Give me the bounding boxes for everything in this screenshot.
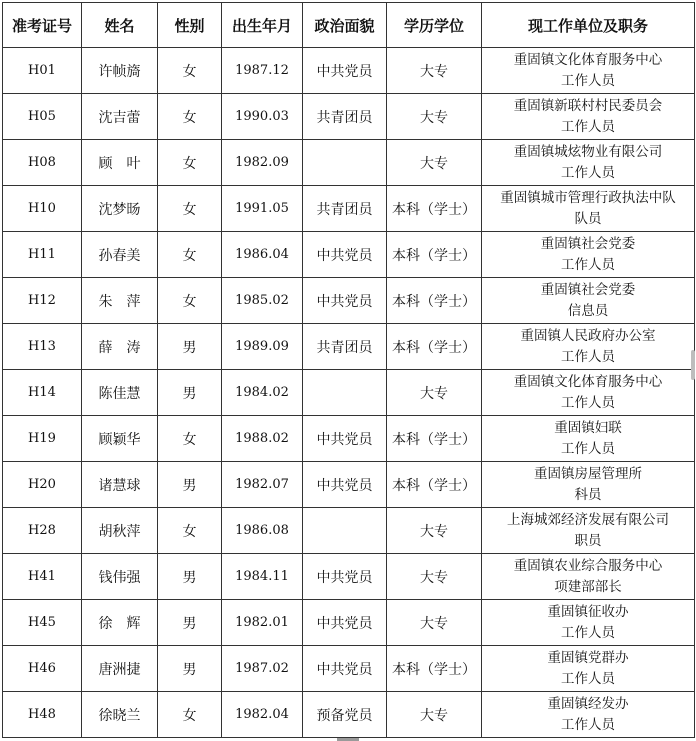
cell-political <box>303 508 387 554</box>
work-position: 科员 <box>574 486 602 503</box>
work-position: 工作人员 <box>561 394 615 411</box>
cell-political: 共青团员 <box>303 186 387 232</box>
cell-political: 中共党员 <box>303 278 387 324</box>
scrollbar-thumb[interactable] <box>691 350 695 380</box>
work-position: 工作人员 <box>561 72 615 89</box>
cell-education: 本科（学士） <box>387 232 482 278</box>
work-position: 工作人员 <box>561 256 615 273</box>
cell-work <box>482 554 695 600</box>
cell-birth: 1988.02 <box>222 416 303 462</box>
cell-exam-no: H13 <box>3 324 82 370</box>
work-unit: 重固镇党群办 <box>547 649 629 666</box>
header-birth: 出生年月 <box>222 3 303 48</box>
cell-political: 共青团员 <box>303 94 387 140</box>
work-position: 项建部部长 <box>554 578 622 595</box>
header-exam-no: 准考证号 <box>3 3 82 48</box>
cell-gender: 女 <box>158 140 222 186</box>
work-unit: 重固镇人民政府办公室 <box>520 327 656 344</box>
cell-exam-no: H20 <box>3 462 82 508</box>
cell-gender: 女 <box>158 692 222 738</box>
cell-political: 中共党员 <box>303 48 387 94</box>
cell-name: 顾 叶 <box>82 140 158 186</box>
cell-gender: 男 <box>158 554 222 600</box>
cell-education: 大专 <box>387 48 482 94</box>
table-row <box>3 370 695 416</box>
cell-exam-no: H48 <box>3 692 82 738</box>
cell-birth: 1986.08 <box>222 508 303 554</box>
work-position: 工作人员 <box>561 348 615 365</box>
cell-education: 本科（学士） <box>387 646 482 692</box>
cell-exam-no: H19 <box>3 416 82 462</box>
cell-name: 顾颖华 <box>82 416 158 462</box>
work-unit: 重固镇经发办 <box>547 695 629 712</box>
cell-work <box>482 186 695 232</box>
work-position: 信息员 <box>567 302 609 319</box>
header-education: 学历学位 <box>387 3 482 48</box>
cell-exam-no: H14 <box>3 370 82 416</box>
cell-education: 本科（学士） <box>387 278 482 324</box>
header-work: 现工作单位及职务 <box>482 3 695 48</box>
cell-education: 本科（学士） <box>387 416 482 462</box>
table-row <box>3 324 695 370</box>
work-unit: 重固镇文化体育服务中心 <box>513 373 663 390</box>
cell-gender: 女 <box>158 278 222 324</box>
cell-education: 大专 <box>387 692 482 738</box>
cell-name: 徐晓兰 <box>82 692 158 738</box>
cell-work <box>482 94 695 140</box>
cell-gender: 男 <box>158 646 222 692</box>
table-row <box>3 278 695 324</box>
work-position: 队员 <box>574 210 602 227</box>
work-position: 工作人员 <box>561 624 615 641</box>
work-position: 工作人员 <box>561 716 615 733</box>
work-unit: 重固镇文化体育服务中心 <box>513 51 663 68</box>
cell-exam-no: H41 <box>3 554 82 600</box>
work-unit: 重固镇城市管理行政执法中队 <box>500 189 676 206</box>
cell-name: 薛 涛 <box>82 324 158 370</box>
work-unit: 重固镇农业综合服务中心 <box>513 557 663 574</box>
work-unit: 重固镇征收办 <box>547 603 629 620</box>
cell-birth: 1982.09 <box>222 140 303 186</box>
cell-exam-no: H11 <box>3 232 82 278</box>
work-position: 工作人员 <box>561 440 615 457</box>
cell-political: 中共党员 <box>303 232 387 278</box>
work-unit: 重固镇妇联 <box>554 419 622 436</box>
table-row <box>3 140 695 186</box>
cell-education: 大专 <box>387 140 482 186</box>
cell-political <box>303 140 387 186</box>
cell-gender: 男 <box>158 324 222 370</box>
work-unit: 重固镇社会党委 <box>540 281 636 298</box>
work-unit: 重固镇房屋管理所 <box>534 465 642 482</box>
cell-gender: 女 <box>158 232 222 278</box>
cell-work <box>482 140 695 186</box>
cell-work <box>482 600 695 646</box>
cell-birth: 1984.02 <box>222 370 303 416</box>
cell-work <box>482 692 695 738</box>
cell-work <box>482 508 695 554</box>
table-row <box>3 646 695 692</box>
cell-birth: 1985.02 <box>222 278 303 324</box>
cell-exam-no: H01 <box>3 48 82 94</box>
cell-gender: 女 <box>158 416 222 462</box>
cell-birth: 1991.05 <box>222 186 303 232</box>
table-row <box>3 94 695 140</box>
table-row <box>3 48 695 94</box>
work-position: 工作人员 <box>561 164 615 181</box>
header-name: 姓名 <box>82 3 158 48</box>
cell-exam-no: H12 <box>3 278 82 324</box>
cell-education: 大专 <box>387 600 482 646</box>
table-row <box>3 554 695 600</box>
cell-education: 本科（学士） <box>387 324 482 370</box>
cell-name: 陈佳慧 <box>82 370 158 416</box>
cell-gender: 女 <box>158 48 222 94</box>
cell-work <box>482 462 695 508</box>
cell-exam-no: H28 <box>3 508 82 554</box>
cell-education: 大专 <box>387 370 482 416</box>
table-row <box>3 186 695 232</box>
cell-political: 共青团员 <box>303 324 387 370</box>
work-position: 职员 <box>574 532 602 549</box>
cell-gender: 男 <box>158 462 222 508</box>
cell-gender: 男 <box>158 600 222 646</box>
cell-gender: 男 <box>158 370 222 416</box>
cell-birth: 1989.09 <box>222 324 303 370</box>
cell-work <box>482 324 695 370</box>
cell-political <box>303 370 387 416</box>
work-unit: 重固镇新联村村民委员会 <box>513 97 663 114</box>
work-unit: 上海城郊经济发展有限公司 <box>507 511 669 528</box>
work-unit: 重固镇城炫物业有限公司 <box>513 143 663 160</box>
cell-name: 徐 辉 <box>82 600 158 646</box>
cell-birth: 1986.04 <box>222 232 303 278</box>
cell-political: 中共党员 <box>303 462 387 508</box>
cell-name: 孙春美 <box>82 232 158 278</box>
table-row <box>3 600 695 646</box>
table-row <box>3 508 695 554</box>
cell-work <box>482 232 695 278</box>
work-unit: 重固镇社会党委 <box>540 235 636 252</box>
candidate-table <box>2 2 695 738</box>
cell-gender: 女 <box>158 508 222 554</box>
cell-name: 唐洲捷 <box>82 646 158 692</box>
table-row <box>3 462 695 508</box>
cell-exam-no: H10 <box>3 186 82 232</box>
cell-name: 朱 萍 <box>82 278 158 324</box>
cell-birth: 1982.07 <box>222 462 303 508</box>
cell-education: 大专 <box>387 554 482 600</box>
cell-birth: 1987.12 <box>222 48 303 94</box>
cell-birth: 1987.02 <box>222 646 303 692</box>
cell-exam-no: H08 <box>3 140 82 186</box>
table-header-row <box>3 3 695 48</box>
cell-name: 沈梦旸 <box>82 186 158 232</box>
cell-name: 许帧旖 <box>82 48 158 94</box>
cell-work <box>482 48 695 94</box>
cell-name: 沈吉蕾 <box>82 94 158 140</box>
cell-name: 胡秋萍 <box>82 508 158 554</box>
header-gender: 性别 <box>158 3 222 48</box>
cell-education: 大专 <box>387 508 482 554</box>
cell-gender: 女 <box>158 186 222 232</box>
cell-birth: 1990.03 <box>222 94 303 140</box>
table-row <box>3 416 695 462</box>
work-position: 工作人员 <box>561 118 615 135</box>
cell-work <box>482 278 695 324</box>
cell-work <box>482 416 695 462</box>
cell-work <box>482 646 695 692</box>
work-position: 工作人员 <box>561 670 615 687</box>
cell-work <box>482 370 695 416</box>
cell-political: 中共党员 <box>303 600 387 646</box>
cell-gender: 女 <box>158 94 222 140</box>
table-row <box>3 692 695 738</box>
cell-education: 大专 <box>387 94 482 140</box>
cell-political: 中共党员 <box>303 646 387 692</box>
cell-political: 中共党员 <box>303 554 387 600</box>
cell-exam-no: H46 <box>3 646 82 692</box>
cell-name: 诸慧球 <box>82 462 158 508</box>
cell-political: 中共党员 <box>303 416 387 462</box>
cell-education: 本科（学士） <box>387 462 482 508</box>
header-political: 政治面貌 <box>303 3 387 48</box>
cell-name: 钱伟强 <box>82 554 158 600</box>
cell-political: 预备党员 <box>303 692 387 738</box>
cell-birth: 1984.11 <box>222 554 303 600</box>
cell-birth: 1982.04 <box>222 692 303 738</box>
table-row <box>3 232 695 278</box>
cell-exam-no: H45 <box>3 600 82 646</box>
cell-birth: 1982.01 <box>222 600 303 646</box>
cell-education: 本科（学士） <box>387 186 482 232</box>
cell-exam-no: H05 <box>3 94 82 140</box>
